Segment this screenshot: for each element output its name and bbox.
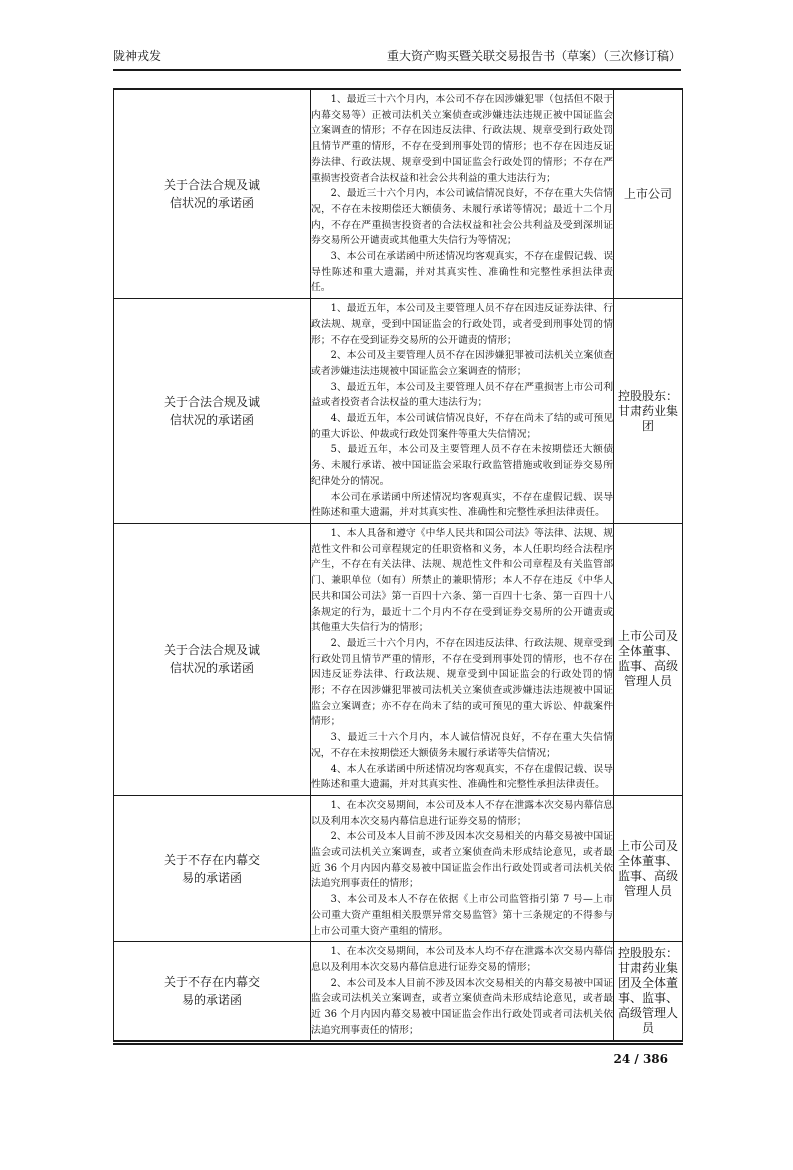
commitment-table-body [114,89,683,1043]
content-paragraph: 本公司在承诺函中所述情况均客观真实，不存在虚假记载、误导性陈述和重大遗漏，并对其真实性、准确性和完整性承担法律责任。 [311,491,613,519]
commitment-label: 关于不存在内幕交易的承诺函 [164,852,261,885]
commitment-content-cell [311,942,614,1043]
content-paragraph: 2、本公司及本人目前不涉及因本次交易相关的内幕交易被中国证监会或司法机关立案调查，或者立案侦查尚未形成结论意见，或者最近 36 个月内因内幕交易被中国证监会作出行政处罚或者司法机关依法追究刑事责任的情形； [311,831,613,890]
page-header [113,48,681,71]
commitment-label-cell [114,89,311,299]
commitment-label: 关于合法合规及诚信状况的承诺函 [164,178,261,211]
commitment-party-cell [614,942,683,1043]
content-paragraph: 1、在本次交易期间，本公司及本人不存在泄露本次交易内幕信息以及利用本次交易内幕信息进行证券交易的情形； [311,799,613,827]
content-paragraph: 1、最近五年，本公司及主要管理人员不存在因违反证券法律、行政法规、规章，受到中国证监会的行政处罚，或者受到刑事处罚的情形；不存在受到证券交易所的公开谴责的情形； [311,303,613,346]
commitment-party-cell [614,89,683,299]
page-number: 24 / 386 [613,1052,668,1067]
content-paragraph: 5、最近五年，本公司及主要管理人员不存在未按期偿还大额债务、未履行承诺、被中国证监会采取行政监管措施或收到证券交易所纪律处分的情况。 [311,444,613,487]
commitment-table [113,88,683,1045]
table-row [114,89,683,299]
commitment-party: 上市公司 [623,186,672,201]
commitment-content-cell [311,299,614,524]
commitment-label: 关于合法合规及诚信状况的承诺函 [164,643,261,676]
content-paragraph: 2、最近三十六个月内，本公司诚信情况良好，不存在重大失信情况，不存在未按期偿还大额债务、未履行承诺等情况；最近十二个月内，不存在严重损害投资者的合法权益和社会公共利益及受到深圳证券交易所公开谴责或其他重大失信行为等情况； [311,188,613,247]
content-paragraph: 1、在本次交易期间，本公司及本人均不存在泄露本次交易内幕信息以及利用本次交易内幕信息进行证券交易的情形； [311,946,613,973]
commitment-party: 上市公司及全体董事、监事、高级管理人员 [618,629,679,689]
content-paragraph: 3、本公司及本人不存在依据《上市公司监管指引第 7 号—上市公司重大资产重组相关股票异常交易监管》第十三条规定的不得参与上市公司重大资产重组的情形。 [311,894,613,937]
document-page [113,48,681,1067]
header-document-title: 重大资产购买暨关联交易报告书（草案）（三次修订稿） [386,49,681,63]
content-paragraph: 2、本公司及主要管理人员不存在因涉嫌犯罪被司法机关立案侦查或者涉嫌违法违规被中国证监会立案调查的情形； [311,350,613,377]
content-paragraph: 3、本公司在承诺函中所述情况均客观真实，不存在虚假记载、误导性陈述和重大遗漏，并对其真实性、准确性和完整性承担法律责任。 [311,251,613,294]
commitment-party: 控股股东：甘肃药业集团及全体董事、监事、高级管理人员 [618,946,679,1036]
content-paragraph: 4、本人在承诺函中所述情况均客观真实，不存在虚假记载、误导性陈述和重大遗漏，并对其真实性、准确性和完整性承担法律责任。 [311,763,613,791]
content-paragraph: 4、最近五年，本公司诚信情况良好，不存在尚未了结的或可预见的重大诉讼、仲裁或行政处罚案件等重大失信情况； [311,413,613,440]
table-row [114,795,683,941]
commitment-label: 关于不存在内幕交易的承诺函 [164,975,261,1008]
commitment-content-cell [311,523,614,795]
table-row [114,299,683,524]
commitment-content-cell [311,795,614,941]
content-paragraph: 3、最近五年，本公司及主要管理人员不存在严重损害上市公司利益或者投资者合法权益的重大违法行为； [311,381,613,409]
commitment-label-cell [114,523,311,795]
commitment-label: 关于合法合规及诚信状况的承诺函 [164,395,261,428]
commitment-label-cell [114,795,311,941]
commitment-party: 控股股东：甘肃药业集团 [618,388,679,433]
table-row [114,942,683,1043]
content-paragraph: 2、本公司及本人目前不涉及因本次交易相关的内幕交易被中国证监会或司法机关立案调查，或者立案侦查尚未形成结论意见，或者最近 36 个月内因内幕交易被中国证监会作出行政处罚或者司法机关依法追究刑事责任的情形； [311,977,613,1036]
content-paragraph: 1、本人具备和遵守《中华人民共和国公司法》等法律、法规、规范性文件和公司章程规定的任职资格和义务，本人任职均经合法程序产生，不存在有关法律、法规、规范性文件和公司章程及有关监管部门、兼职单位（如有）所禁止的兼职情形；本人不存在违反《中华人民共和国公司法》第一百四十六条、第一百四十七条、第一百四十八条规定的行为，最近十二个月内不存在受到证券交易所的公开谴责或其他重大失信行为的情形； [311,527,613,634]
content-paragraph: 3、最近三十六个月内，本人诚信情况良好，不存在重大失信情况，不存在未按期偿还大额债务未履行承诺等失信情况； [311,732,613,759]
content-paragraph: 1、最近三十六个月内，本公司不存在因涉嫌犯罪（包括但不限于内幕交易等）正被司法机关立案侦查或涉嫌违法违规正被中国证监会立案调查的情形；不存在因违反法律、行政法规、规章受到行政处罚且情节严重的情形，不存在受到刑事处罚的情形；也不存在因违反证券法律、行政法规、规章受到中国证监会行政处罚的情形；不存在严重损害投资者合法权益和社会公共利益的重大违法行为； [311,94,613,184]
commitment-party-cell [614,523,683,795]
commitment-label-cell [114,299,311,524]
table-row [114,523,683,795]
commitment-label-cell [114,942,311,1043]
content-paragraph: 2、最近三十六个月内，不存在因违反法律、行政法规、规章受到行政处罚且情节严重的情形，不存在受到刑事处罚的情形，也不存在因违反证券法律、行政法规、规章受到中国证监会的行政处罚的情形；不存在因涉嫌犯罪被司法机关立案侦查或涉嫌违法违规被中国证监会立案调查；亦不存在尚未了结的或可预见的重大诉讼、仲裁案件情形； [311,637,613,728]
commitment-content-cell [311,89,614,299]
commitment-party-cell [614,795,683,941]
commitment-party: 上市公司及全体董事、监事、高级管理人员 [618,838,679,898]
commitment-party-cell [614,299,683,524]
header-company-name: 陇神戎发 [113,49,162,63]
